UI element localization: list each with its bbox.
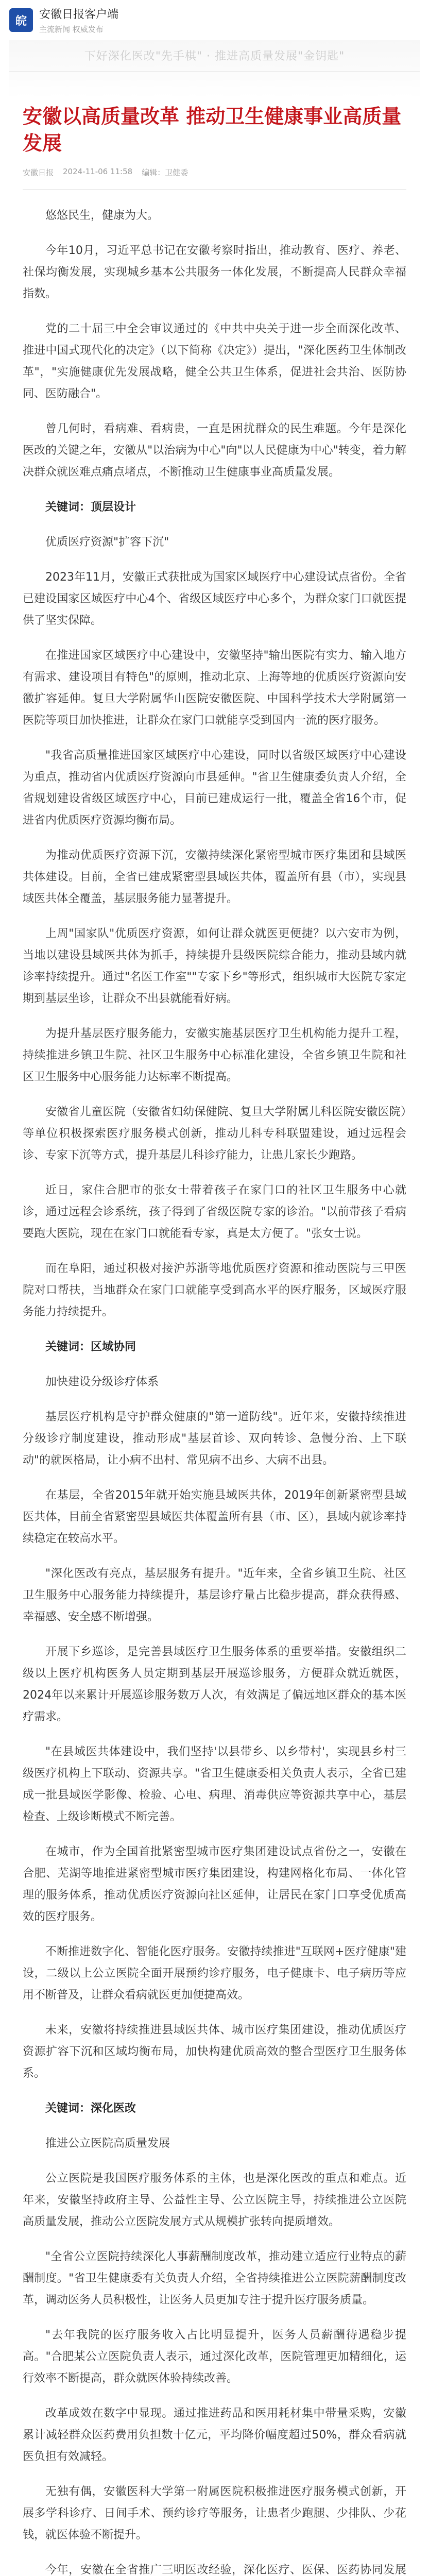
section-heading: 关键词：区域协同 [45,1341,136,1353]
article-paragraph: 公立医院是我国医疗服务体系的主体，也是深化医改的重点和难点。近年来，安徽坚持政府主导、公益性主导、公立医院主导，持续推进公立医院高质量发展，推动公立医院发展方式从规模扩张转向提质增效。 [23,2172,406,2228]
article-paragraph: "我省高质量推进国家区域医疗中心建设，同时以省级区域医疗中心建设为重点，推动省内优质医疗资源向市县延伸。"省卫生健康委负责人介绍，全省规划建设省级区域医疗中心，目前已建成运行一批，覆盖全省16个市，促进省内优质医疗资源均衡布局。 [23,749,406,827]
article-paragraph: 优质医疗资源"扩容下沉" [45,536,169,549]
app-header [0,0,429,40]
meta-divider [23,189,406,190]
article-banner [9,40,420,98]
article-paragraph: 不断推进数字化、智能化医疗服务。安徽持续推进"互联网+医疗健康"建设，二级以上公立医院全面开展预约诊疗服务，电子健康卡、电子病历等应用不断普及，让群众看病就医更加便捷高效。 [23,1945,406,2002]
banner-text: 下好深化医改"先手棋" · 推进高质量发展"金钥匙" [84,50,345,63]
article-paragraph: 在城市，作为全国首批紧密型城市医疗集团建设试点省份之一，安徽在合肥、芜湖等地推进紧密型城市医疗集团建设，构建网格化布局、一体化管理的服务体系，推动优质医疗资源向社区延伸，让居民在家门口享受优质高效的医疗服务。 [23,1845,406,1923]
article-paragraph: 在基层，全省2015年就开始实施县域医共体，2019年创新紧密型县域医共体，目前全省紧密型县域医共体覆盖所有县（市、区），县域内就诊率持续稳定在较高水平。 [23,1489,406,1545]
article-paragraph: 加快建设分级诊疗体系 [45,1376,159,1388]
app-logo[interactable]: 皖 [9,8,33,32]
article-paragraph: 在推进国家区域医疗中心建设中，安徽坚持"输出医院有实力、输入地方有需求、建设项目有特色"的原则，推动北京、上海等地的优质医疗资源向安徽扩容延伸。复旦大学附属华山医院安徽医院、中国科学技术大学附属第一医院等项目加快推进，让群众在家门口就能享受到国内一流的医疗服务。 [23,649,406,727]
article-paragraph: 曾几何时，看病难、看病贵，一直是困扰群众的民生难题。今年是深化医改的关键之年，安徽从"以治病为中心"向"以人民健康为中心"转变，着力解决群众就医难点痛点堵点，不断推动卫生健康事业高质量发展。 [23,422,406,479]
article-paragraph: 党的二十届三中全会审议通过的《中共中央关于进一步全面深化改革、推进中国式现代化的决定》（以下简称《决定》）提出，"深化医药卫生体制改革"，"实施健康优先发展战略，健全公共卫生体系，促进社会共治、医防协同、医防融合"。 [23,323,406,400]
section-heading: 关键词：深化医改 [45,2102,136,2115]
article-paragraph: 无独有偶，安徽医科大学第一附属医院积极推进医疗服务模式创新，开展多学科诊疗、日间手术、预约诊疗等服务，让患者少跑腿、少排队、少花钱，就医体验不断提升。 [23,2485,406,2541]
article-paragraph: 为提升基层医疗服务能力，安徽实施基层医疗卫生机构能力提升工程，持续推进乡镇卫生院、社区卫生服务中心标准化建设，全省乡镇卫生院和社区卫生服务中心服务能力达标率不断提高。 [23,1027,406,1083]
article-paragraph: 改革成效在数字中显现。通过推进药品和医用耗材集中带量采购，安徽累计减轻群众医药费用负担数十亿元，平均降价幅度超过50%，群众看病就医负担有效减轻。 [23,2407,406,2463]
article-paragraph: 悠悠民生，健康为大。 [45,209,159,222]
article-paragraph: 今年10月，习近平总书记在安徽考察时指出，推动教育、医疗、养老、社保均衡发展，实现城乡基本公共服务一体化发展，不断提高人民群众幸福指数。 [23,244,406,300]
brand-subtitle: 主流新闻 权威发布 [39,25,104,34]
article-paragraph: 而在阜阳，通过积极对接沪苏浙等地优质医疗资源和推动医院与三甲医院对口帮扶，当地群众在家门口就能享受到高水平的医疗服务，区域医疗服务能力持续提升。 [23,1262,406,1318]
article-editor: 编辑：卫健委 [142,168,188,177]
article-body [23,205,406,2576]
article-content [0,103,429,2576]
article-paragraph: 今年，安徽在全省推广三明医改经验，深化医疗、医保、医药协同发展 [45,2564,406,2576]
article-paragraph: "去年我院的医疗服务收入占比明显提升，医务人员薪酬待遇稳步提高。"合肥某公立医院负责人表示，通过深化改革，医院管理更加精细化，运行效率不断提高，群众就医体验持续改善。 [23,2329,406,2385]
article-paragraph: "在县域医共体建设中，我们坚持'以县带乡、以乡带村'，实现县乡村三级医疗机构上下联动、资源共享。"省卫生健康委相关负责人表示，全省已建成一批县域医学影像、检验、心电、病理、消毒供应等资源共享中心，基层检查、上级诊断模式不断完善。 [23,1745,406,1823]
article-paragraph: 近日，家住合肥市的张女士带着孩子在家门口的社区卫生服务中心就诊，通过远程会诊系统，孩子得到了省级医院专家的诊治。"以前带孩子看病要跑大医院，现在在家门口就能看专家，真是太方便了。"张女士说。 [23,1184,406,1240]
section-heading: 关键词：顶层设计 [45,501,136,514]
brand-name: 安徽日报客户端 [39,8,119,21]
article-paragraph: 推进公立医院高质量发展 [45,2137,170,2150]
article-title: 安徽以高质量改革 推动卫生健康事业高质量发展 [23,105,402,155]
article-paragraph: 上周"国家队"优质医疗资源，如何让群众就医更便捷？以六安市为例，当地以建设县域医共体为抓手，持续提升县级医院综合能力，推动县域内就诊率持续提升。通过"名医工作室""专家下乡"等形式，组织城市大医院专家定期到基层坐诊，让群众不出县就能看好病。 [23,927,406,1005]
article-date: 2024-11-06 11:58 [63,167,133,176]
banner-divider [9,71,420,72]
article-paragraph: "深化医改有亮点，基层服务有提升。"近年来，全省乡镇卫生院、社区卫生服务中心服务能力持续提升，基层诊疗量占比稳步提高，群众获得感、幸福感、安全感不断增强。 [23,1567,406,1623]
article-paragraph: "全省公立医院持续深化人事薪酬制度改革，推动建立适应行业特点的薪酬制度。"省卫生健康委有关负责人介绍，全省持续推进公立医院薪酬制度改革，调动医务人员积极性，让医务人员更加专注于提升医疗服务质量。 [23,2250,406,2307]
article-paragraph: 为推动优质医疗资源下沉，安徽持续深化紧密型城市医疗集团和县域医共体建设。目前，全省已建成紧密型县域医共体，覆盖所有县（市），实现县域医共体全覆盖，基层服务能力显著提升。 [23,849,406,905]
brand-block [39,6,118,35]
article-paragraph: 安徽省儿童医院（安徽省妇幼保健院、复旦大学附属儿科医院安徽医院）等单位积极探索医疗服务模式创新，推动儿科专科联盟建设，通过远程会诊、专家下沉等方式，提升基层儿科诊疗能力，让患儿家长少跑路。 [23,1106,406,1162]
article-paragraph: 2023年11月，安徽正式获批成为国家区域医疗中心建设试点省份。全省已建设国家区域医疗中心4个、省级区域医疗中心多个，为群众家门口就医提供了坚实保障。 [23,571,406,627]
article-paragraph: 开展下乡巡诊，是完善县域医疗卫生服务体系的重要举措。安徽组织二级以上医疗机构医务人员定期到基层开展巡诊服务，方便群众就近就医，2024年以来累计开展巡诊服务数万人次，有效满足了偏远地区群众的基本医疗需求。 [23,1646,406,1723]
article-paragraph: 未来，安徽将持续推进县域医共体、城市医疗集团建设，推动优质医疗资源扩容下沉和区域均衡布局，加快构建优质高效的整合型医疗卫生服务体系。 [23,2024,406,2080]
article-meta [23,167,406,178]
article-source: 安徽日报 [23,168,54,177]
article-paragraph: 基层医疗机构是守护群众健康的"第一道防线"。近年来，安徽持续推进分级诊疗制度建设，推动形成"基层首诊、双向转诊、急慢分治、上下联动"的就医格局，让小病不出村、常见病不出乡、大病不出县。 [23,1411,406,1467]
